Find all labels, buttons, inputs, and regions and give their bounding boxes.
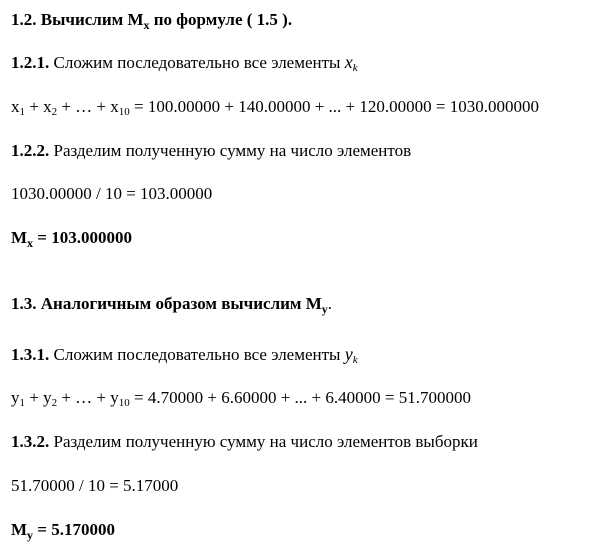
heading-text: 1.3. Аналогичным образом вычислим M: [11, 294, 322, 313]
step-number: 1.2.1.: [11, 53, 50, 72]
step-number: 1.3.1.: [11, 345, 50, 364]
step-text: Разделим полученную сумму на число элементов выборки: [49, 432, 478, 451]
step-number: 1.2.2.: [11, 141, 50, 160]
term-y1: y: [11, 388, 20, 407]
term-y10: + … + y: [57, 388, 119, 407]
heading-tail: .: [327, 294, 333, 313]
result-subscript: y: [27, 528, 34, 542]
sum-y-equation: [11, 388, 471, 408]
term-x10: + … + x: [57, 97, 119, 116]
heading-subscript: y: [321, 302, 328, 316]
term-y1-subscript: 1: [19, 397, 25, 409]
result-value: = 5.170000: [33, 520, 115, 539]
term-y2-subscript: 2: [51, 397, 58, 409]
term-x2-subscript: 2: [51, 106, 58, 118]
heading-subscript: x: [143, 18, 150, 32]
step-text: Разделим полученную сумму на число элементов: [49, 141, 412, 160]
step-1-2-1: [11, 52, 358, 73]
term-x2: + x: [25, 97, 52, 116]
section-1-2-heading: [11, 10, 292, 30]
step-1-2-2: [11, 141, 411, 161]
heading-text: 1.2. Вычислим M: [11, 10, 144, 29]
section-1-3-heading: [11, 294, 332, 314]
sum-rhs: = 4.70000 + 6.60000 + ... + 6.40000 = 51.700000: [129, 388, 471, 407]
sum-rhs: = 100.00000 + 140.00000 + ... + 120.00000 = 1030.000000: [129, 97, 539, 116]
sum-x-equation: [11, 97, 539, 117]
result-label: M: [11, 228, 28, 247]
result-subscript: x: [27, 236, 34, 250]
result-label: M: [11, 520, 28, 539]
heading-tail: по формуле ( 1.5 ).: [149, 10, 293, 29]
variable: x: [344, 52, 353, 72]
result-my: [11, 520, 115, 540]
result-value: = 103.000000: [33, 228, 132, 247]
variable-subscript: k: [352, 62, 358, 74]
step-number: 1.3.2.: [11, 432, 50, 451]
term-y2: + y: [25, 388, 52, 407]
step-1-3-2: [11, 432, 478, 452]
term-x1-subscript: 1: [19, 106, 25, 118]
division-x: 1030.00000 / 10 = 103.00000: [11, 184, 213, 203]
step-text: Сложим последовательно все элементы: [49, 53, 345, 72]
result-mx: [11, 228, 132, 248]
variable: y: [344, 344, 353, 364]
division-y: 51.70000 / 10 = 5.17000: [11, 476, 179, 495]
step-1-3-1: [11, 344, 358, 365]
variable-subscript: k: [352, 354, 358, 366]
step-text: Сложим последовательно все элементы: [49, 345, 345, 364]
term-x10-subscript: 10: [118, 106, 130, 118]
term-x1: x: [11, 97, 20, 116]
term-y10-subscript: 10: [118, 397, 130, 409]
